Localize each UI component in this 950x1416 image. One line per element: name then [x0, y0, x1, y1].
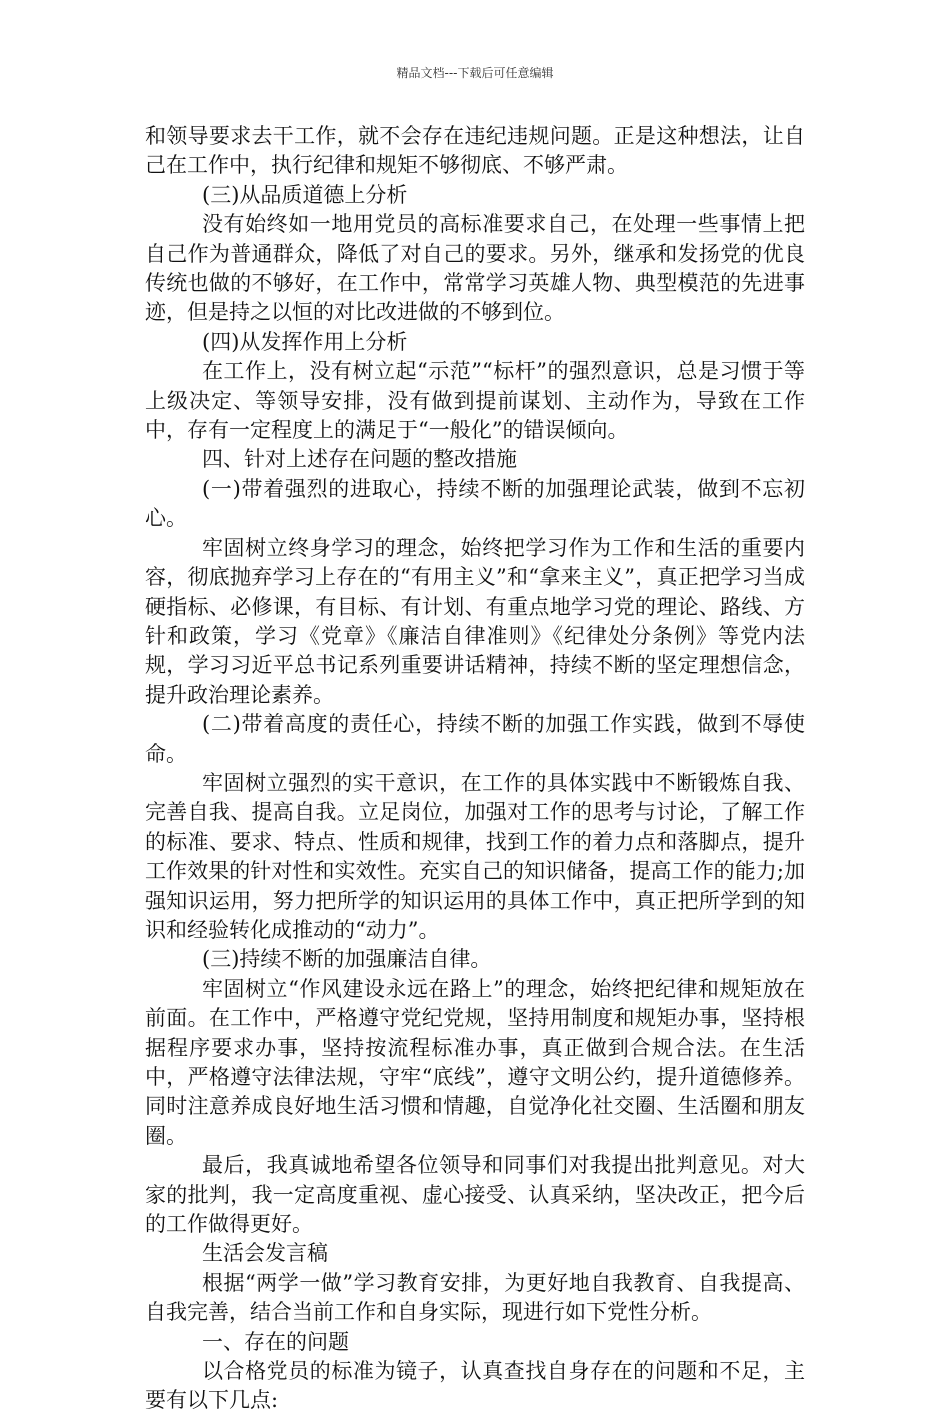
section-heading: 一、存在的问题	[202, 1329, 349, 1354]
page-header: 精品文档---下载后可任意编辑	[396, 66, 554, 80]
subsection-heading: (一)带着强烈的进取心，持续不断的加强理论武装，做到不忘初心。	[145, 476, 805, 531]
paragraph: 和领导要求去干工作，就不会存在违纪违规问题。正是这种想法，让自己在工作中，执行纪律和规矩不够彻底、不够严肃。	[145, 124, 805, 178]
document-body	[145, 122, 805, 1416]
paragraph: 牢固树立强烈的实干意识，在工作的具体实践中不断锻炼自我、完善自我、提高自我。立足岗位，加强对工作的思考与讨论，了解工作的标准、要求、特点、性质和规律，找到工作的着力点和落脚点，提升工作效果的针对性和实效性。充实自己的知识储备，提高工作的能力;加强知识运用，努力把所学的知识运用的具体工作中，真正把所学到的知识和经验转化成推动的“动力”。	[145, 770, 805, 942]
paragraph: 以合格党员的标准为镜子，认真查找自身存在的问题和不足，主要有以下几点:	[145, 1359, 805, 1413]
paragraph: 牢固树立终身学习的理念，始终把学习作为工作和生活的重要内容，彻底抛弃学习上存在的“有用主义”和“拿来主义”，真正把学习当成硬指标、必修课，有目标、有计划、有重点地学习党的理论、路线、方针和政策，学习《党章》《廉洁自律准则》《纪律处分条例》等党内法规，学习习近平总书记系列重要讲话精神，持续不断的坚定理想信念，提升政治理论素养。	[145, 535, 805, 707]
section-heading: 四、针对上述存在问题的整改措施	[202, 447, 517, 472]
paragraph: 牢固树立“作风建设永远在路上”的理念，始终把纪律和规矩放在前面。在工作中，严格遵守党纪党规，坚持用制度和规矩办事，坚持根据程序要求办事，坚持按流程标准办事，真正做到合规合法。在生活中，严格遵守法律法规，守牢“底线”，遵守文明公约，提升道德修养。同时注意养成良好地生活习惯和情趣，自觉净化社交圈、生活圈和朋友圈。	[145, 976, 805, 1148]
paragraph: 根据“两学一做”学习教育安排，为更好地自我教育、自我提高、自我完善，结合当前工作和自身实际，现进行如下党性分析。	[145, 1270, 805, 1325]
paragraph: 最后，我真诚地希望各位领导和同事们对我提出批判意见。对大家的批判，我一定高度重视、虚心接受、认真采纳，坚决改正，把今后的工作做得更好。	[145, 1153, 805, 1237]
paragraph: 没有始终如一地用党员的高标准要求自己，在处理一些事情上把自己作为普通群众，降低了对自己的要求。另外，继承和发扬党的优良传统也做的不够好，在工作中，常常学习英雄人物、典型模范的先进事迹，但是持之以恒的对比改进做的不够到位。	[145, 212, 805, 325]
paragraph: 在工作上，没有树立起“示范”“标杆”的强烈意识，总是习惯于等上级决定、等领导安排，没有做到提前谋划、主动作为，导致在工作中，存有一定程度上的满足于“一般化”的错误倾向。	[145, 359, 805, 443]
section-heading: (四)从发挥作用上分析	[202, 329, 408, 354]
section-heading: (三)从品质道德上分析	[202, 182, 408, 207]
subsection-heading: (三)持续不断的加强廉洁自律。	[202, 947, 492, 972]
subsection-heading: (二)带着高度的责任心，持续不断的加强工作实践，做到不辱使命。	[145, 712, 805, 766]
document-title: 生活会发言稿	[202, 1241, 328, 1266]
